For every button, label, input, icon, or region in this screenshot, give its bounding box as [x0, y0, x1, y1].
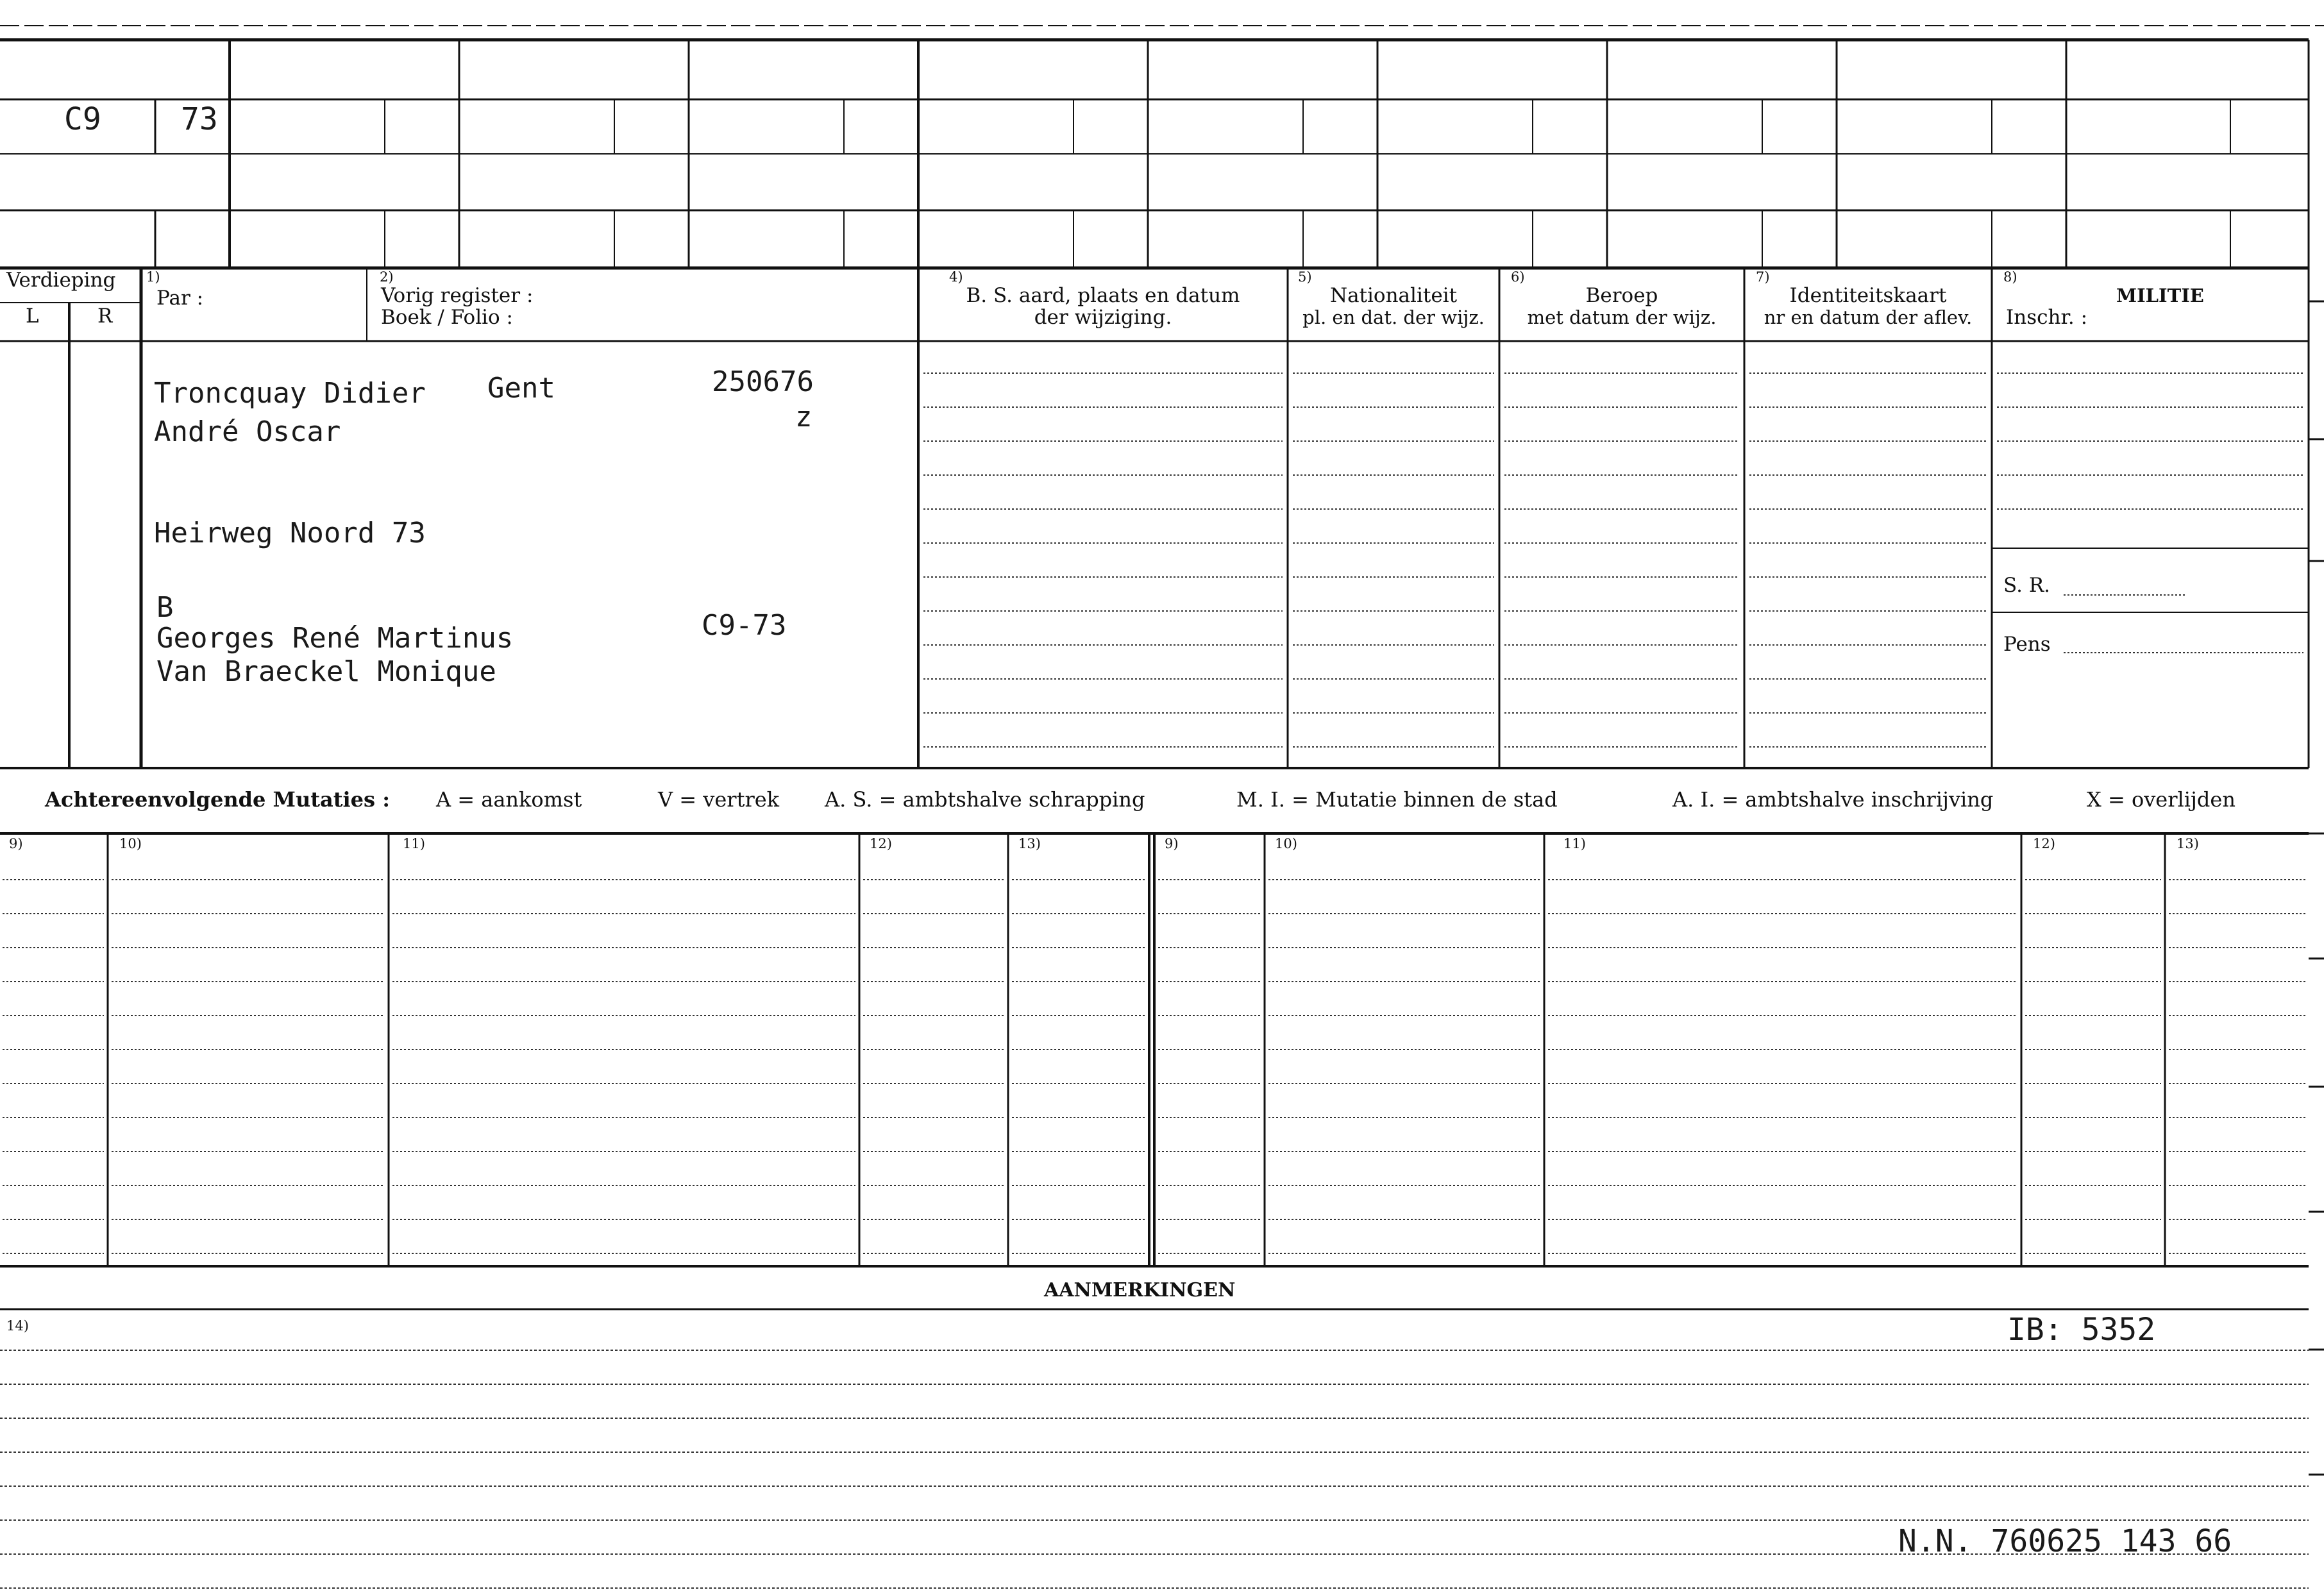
remarks-title: AANMERKINGEN	[1044, 1279, 1236, 1301]
col2-line1: Vorig register :	[381, 284, 534, 307]
col6-line1: Beroep	[1585, 284, 1658, 307]
col1-label: Par :	[156, 287, 204, 310]
legend-mi: M. I. = Mutatie binnen de stad	[1236, 787, 1558, 812]
legend-title: Achtereenvolgende Mutaties :	[45, 787, 390, 812]
legend-x: X = overlijden	[2087, 787, 2236, 812]
register-number: 73	[181, 101, 218, 137]
register-code: C9	[64, 101, 101, 137]
militie-title: MILITIE	[2116, 285, 2204, 306]
militie-sr: S. R.	[2003, 574, 2051, 597]
person-mark: z	[795, 401, 813, 433]
mut-col-9b: 9)	[1165, 836, 1179, 851]
person-birth-date: 250676	[712, 365, 814, 398]
mut-col-13a: 13)	[1018, 836, 1041, 851]
col2-num: 2)	[380, 269, 394, 285]
person-name-line1: Troncquay Didier	[154, 377, 426, 410]
remarks-nn: N.N. 760625 143 66	[1898, 1523, 2232, 1559]
mut-col-10a: 10)	[119, 836, 142, 851]
militie-pens: Pens	[2003, 633, 2051, 656]
legend-as: A. S. = ambtshalve schrapping	[825, 787, 1145, 812]
remarks-ib: IB: 5352	[2007, 1312, 2156, 1348]
floor-label: Verdieping	[6, 269, 116, 292]
mut-col-9a: 9)	[9, 836, 23, 851]
militie-inschr: Inschr. :	[2006, 306, 2088, 329]
mut-col-13b: 13)	[2177, 836, 2199, 851]
mut-col-12b: 12)	[2033, 836, 2055, 851]
person-category: B	[156, 591, 174, 624]
col2-line2: Boek / Folio :	[381, 306, 513, 329]
col6-num: 6)	[1511, 269, 1525, 285]
col5-line2: pl. en dat. der wijz.	[1302, 306, 1485, 328]
legend-ai: A. I. = ambtshalve inschrijving	[1672, 787, 1994, 812]
col7-num: 7)	[1756, 269, 1770, 285]
floor-left: L	[26, 305, 39, 328]
col1-num: 1)	[146, 269, 160, 285]
col6-line2: met datum der wijz.	[1527, 306, 1717, 328]
col8-num: 8)	[2003, 269, 2017, 285]
person-mother: Van Braeckel Monique	[156, 655, 496, 688]
legend-a: A = aankomst	[436, 787, 582, 812]
person-father: Georges René Martinus	[156, 622, 514, 655]
legend-v: V = vertrek	[658, 787, 780, 812]
mut-col-10b: 10)	[1275, 836, 1297, 851]
person-name-line2: André Oscar	[154, 415, 341, 448]
person-ref: C9-73	[702, 609, 787, 642]
mut-col-11a: 11)	[403, 836, 425, 851]
remarks-num: 14)	[6, 1318, 29, 1334]
col5-num: 5)	[1298, 269, 1312, 285]
col7-line1: Identiteitskaart	[1789, 284, 1947, 307]
mut-col-12a: 12)	[870, 836, 892, 851]
col7-line2: nr en datum der aflev.	[1764, 306, 1973, 328]
col4-line2: der wijziging.	[1034, 306, 1172, 329]
col4-line1: B. S. aard, plaats en datum	[966, 284, 1240, 307]
floor-right: R	[97, 305, 113, 328]
mut-col-11b: 11)	[1563, 836, 1586, 851]
person-address: Heirweg Noord 73	[154, 517, 426, 549]
col4-num: 4)	[949, 269, 963, 285]
person-birth-place: Gent	[487, 372, 555, 405]
col5-line1: Nationaliteit	[1329, 284, 1458, 307]
